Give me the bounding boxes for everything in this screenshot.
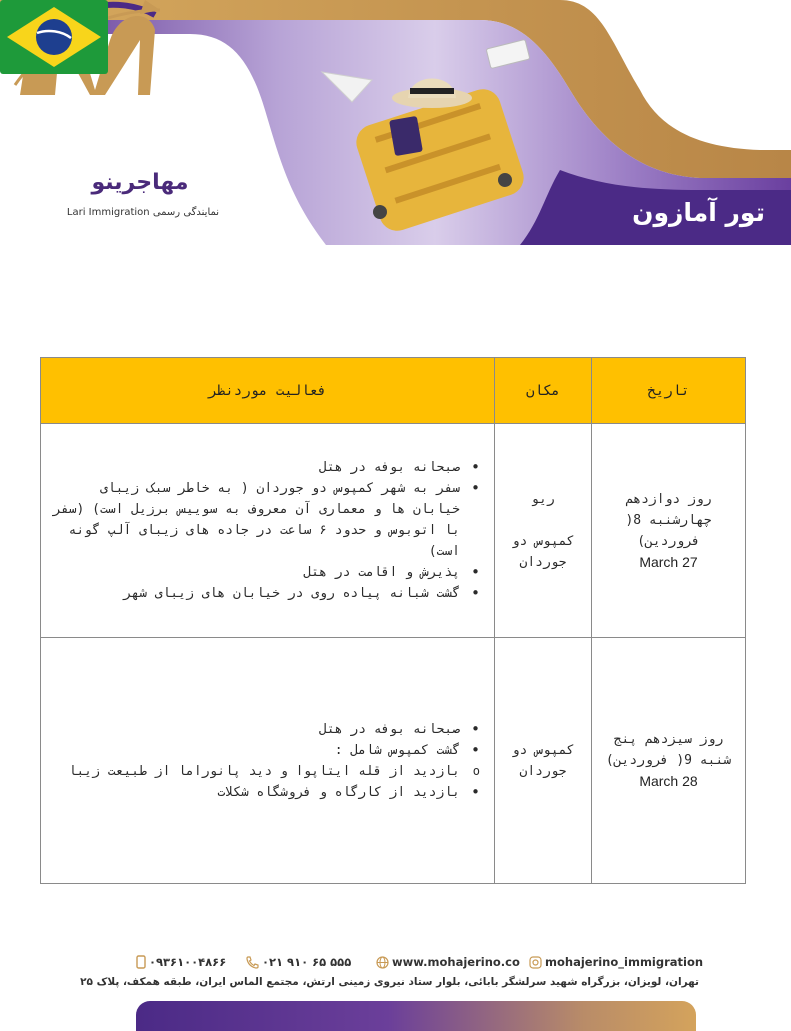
list-item: • پذیرش و اقامت در هتل (53, 562, 484, 583)
phone-number: ۰۲۱ ۹۱۰ ۶۵ ۵۵۵ (262, 955, 352, 969)
list-item: • گشت شبانه پیاده روی در خیابان های زیبای شهر (53, 583, 484, 604)
footer-website[interactable] (376, 955, 520, 969)
instagram-handle: mohajerino_immigration (545, 955, 704, 969)
list-sub-item: o بازدید از قله ایتاپوا و دید پانوراما از طبیعت زیبا (53, 761, 484, 782)
list-item: • سفر به شهر کمپوس دو جوردان ( به خاطر سبک زیبای خیابان ها و معماری آن معروف به سوییس برزیل است) (سفر با اتوبوس و حدود ۶ ساعت در جاده های زیبای آلپ گونه است) (53, 478, 484, 562)
brand-subtitle: Lari Immigration نمایندگی رسمی (66, 207, 220, 218)
date-en: 27 March (639, 553, 698, 570)
footer-contacts (136, 955, 704, 975)
date-fa: روز دوازدهم چهارشنبه 8( فروردین) (625, 491, 712, 549)
footer-address: تهران، لویزان، بزرگراه شهید سرلشگر بابائی، بلوار ستاد نیروی زمینی ارتش، مجتمع الماس ایران، طبقه همکف، پلاک ۲۵ (80, 976, 699, 988)
date-en: 28 March (639, 773, 698, 789)
tour-title: تور آمازون (632, 198, 765, 227)
globe-icon (376, 956, 389, 969)
place-line: کمپوس دو جوردان (511, 533, 575, 570)
brand-name: مهاجرینو (91, 170, 189, 195)
header-activity: فعالیت موردنظر (41, 358, 495, 424)
website-link: www.mohajerino.co (392, 955, 520, 969)
header-banner (0, 0, 791, 250)
header-date: تاریخ (592, 358, 746, 424)
table-row (41, 638, 746, 884)
list-item: • صبحانه بوفه در هتل (53, 457, 484, 478)
place-line: کمپوس دو جوردان (511, 742, 575, 779)
footer-instagram[interactable] (529, 955, 703, 969)
instagram-icon (529, 956, 542, 969)
activity-list (53, 719, 484, 803)
phone-icon (246, 956, 259, 969)
list-item: • گشت کمپوس شامل : (53, 740, 484, 761)
footer-decor-bar (136, 1001, 696, 1031)
list-item: • بازدید از کارگاه و فروشگاه شکلات (53, 782, 484, 803)
date-cell (592, 638, 746, 884)
date-fa: روز سیزدهم پنج شنبه 9( فروردین) (605, 732, 732, 768)
list-item: • صبحانه بوفه در هتل (53, 719, 484, 740)
footer-mobile[interactable] (136, 955, 226, 969)
brazil-flag-icon (0, 0, 108, 74)
table-row (41, 424, 746, 638)
header-place: مکان (495, 358, 592, 424)
activity-cell (41, 424, 495, 638)
mobile-number: ۰۹۳۶۱۰۰۴۸۶۶ (149, 955, 227, 969)
place-line: ریو (531, 491, 555, 507)
footer-phone[interactable] (246, 955, 351, 969)
itinerary-table (40, 357, 746, 884)
mobile-icon (136, 955, 146, 969)
table-header-row (41, 358, 746, 424)
activity-cell (41, 638, 495, 884)
date-cell (592, 424, 746, 638)
place-cell (495, 424, 592, 638)
place-cell (495, 638, 592, 884)
activity-list (53, 457, 484, 604)
